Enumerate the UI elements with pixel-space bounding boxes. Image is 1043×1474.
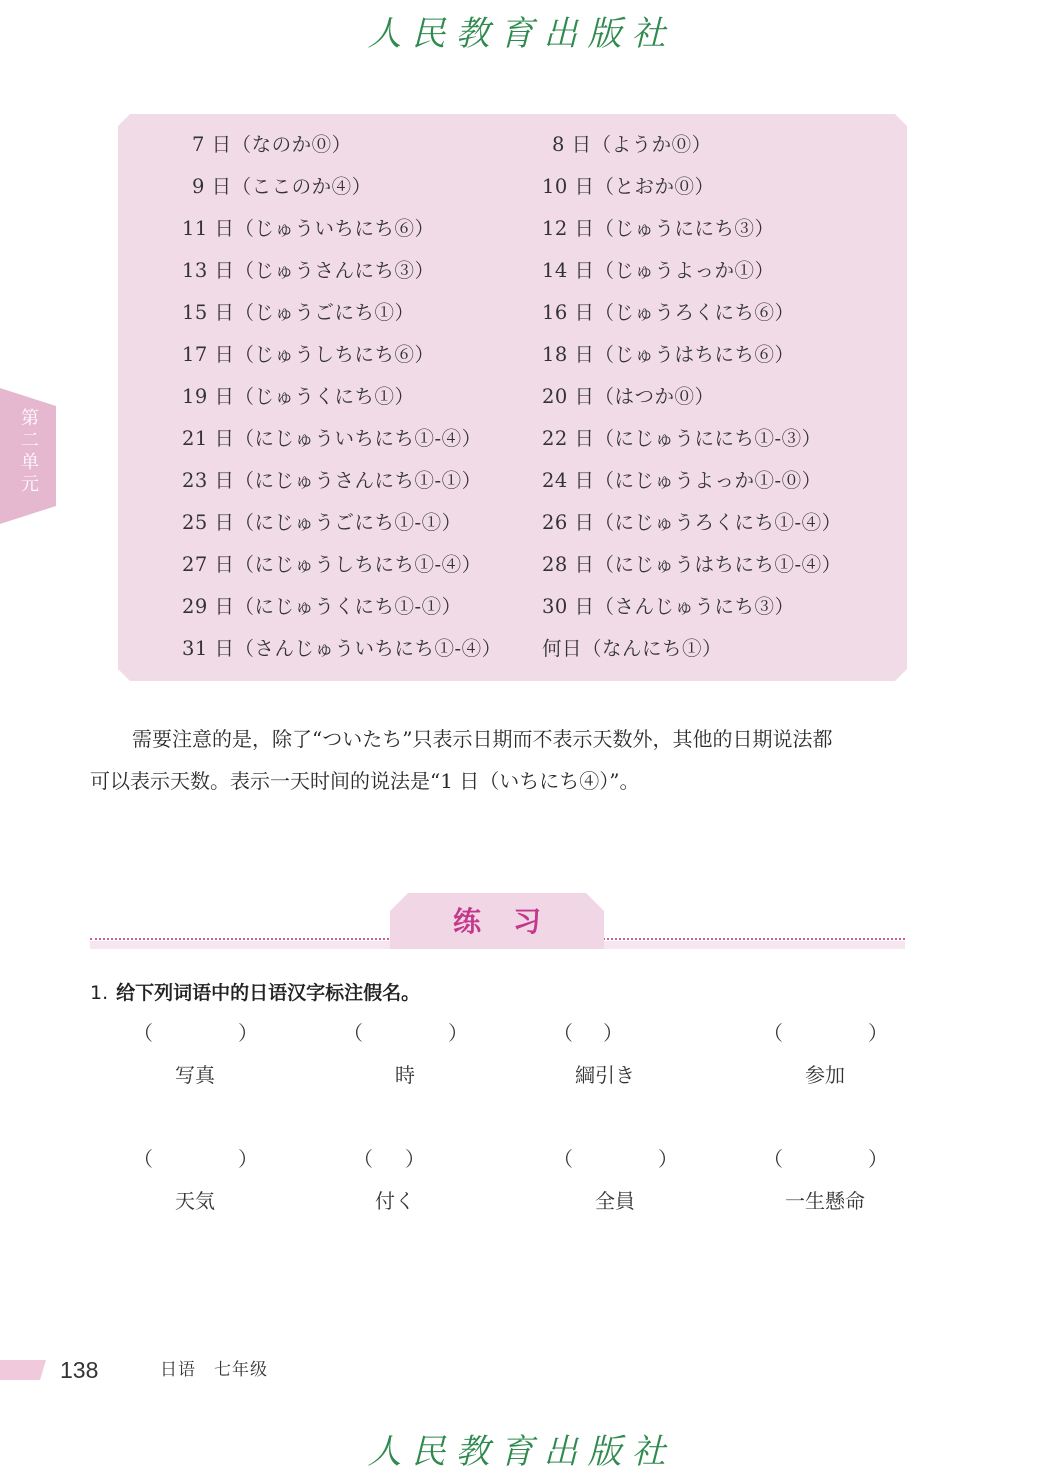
kanji-word: 綱引き — [575, 1063, 635, 1087]
note-paragraph-line-2: 可以表示天数。表示一天时间的说法是“1 日（いちにち④）”。 — [90, 769, 640, 793]
date-reading-right: 22 日（にじゅうににち①-③） — [542, 427, 822, 450]
date-reading-left: 13 日（じゅうさんにち③） — [182, 259, 435, 282]
exercise-heading: 练习 — [452, 905, 573, 938]
kana-answer-slot[interactable] — [763, 1144, 888, 1174]
date-reading-right: 12 日（じゅうににち③） — [542, 217, 775, 240]
kanji-word: 付く — [375, 1189, 415, 1213]
note-paragraph-line-1: 需要注意的是，除了“ついたち”只表示日期而不表示天数外，其他的日期说法都 — [132, 727, 833, 751]
publisher-logo-bottom: 人民教育出版社 — [367, 1432, 676, 1472]
kana-answer-slot[interactable] — [553, 1144, 678, 1174]
open-paren: （ — [553, 1021, 573, 1045]
question-1-text: 给下列词语中的日语汉字标注假名。 — [116, 982, 421, 1004]
date-reading-right: 24 日（にじゅうよっか①-⓪） — [542, 469, 822, 492]
date-reading-left: 25 日（にじゅうごにち①-①） — [182, 511, 462, 534]
date-reading-left: 19 日（じゅうくにち①） — [182, 385, 415, 408]
book-title: 日语 七年级 — [160, 1360, 268, 1380]
date-reading-right: 14 日（じゅうよっか①） — [542, 259, 775, 282]
close-paren: ） — [405, 1147, 425, 1171]
open-paren: （ — [553, 1147, 573, 1171]
close-paren: ） — [238, 1021, 258, 1045]
close-paren: ） — [868, 1021, 888, 1045]
date-reading-left: 7 日（なのか⓪） — [192, 133, 352, 156]
kanji-word: 一生懸命 — [785, 1189, 865, 1213]
date-reading-left: 9 日（ここのか④） — [192, 175, 372, 198]
kana-answer-slot[interactable] — [553, 1018, 623, 1048]
kana-answer-slot[interactable] — [763, 1018, 888, 1048]
close-paren: ） — [238, 1147, 258, 1171]
kanji-word: 全員 — [595, 1189, 635, 1213]
open-paren: （ — [763, 1147, 783, 1171]
date-reading-right: 10 日（とおか⓪） — [542, 175, 715, 198]
date-reading-left: 27 日（にじゅうしちにち①-④） — [182, 553, 482, 576]
close-paren: ） — [603, 1021, 623, 1045]
date-reading-left: 11 日（じゅういちにち⑥） — [182, 217, 435, 240]
date-reading-left: 21 日（にじゅういちにち①-④） — [182, 427, 482, 450]
publisher-logo-top: 人民教育出版社 — [367, 14, 676, 54]
question-1 — [90, 978, 420, 1008]
question-1-number: 1. — [90, 982, 109, 1004]
date-reading-right: 30 日（さんじゅうにち③） — [542, 595, 795, 618]
date-reading-left: 17 日（じゅうしちにち⑥） — [182, 343, 435, 366]
date-reading-right: 26 日（にじゅうろくにち①-④） — [542, 511, 842, 534]
date-reading-right: 28 日（にじゅうはちにち①-④） — [542, 553, 842, 576]
kanji-word: 天気 — [175, 1189, 215, 1213]
date-reading-right: 何日（なんにち①） — [542, 637, 723, 660]
open-paren: （ — [133, 1021, 153, 1045]
open-paren: （ — [133, 1147, 153, 1171]
date-reading-left: 29 日（にじゅうくにち①-①） — [182, 595, 462, 618]
open-paren: （ — [343, 1021, 363, 1045]
unit-side-tab-label: 第二单元 — [21, 408, 39, 495]
date-reading-right: 20 日（はつか⓪） — [542, 385, 715, 408]
date-reading-right: 8 日（ようか⓪） — [552, 133, 712, 156]
close-paren: ） — [868, 1147, 888, 1171]
open-paren: （ — [353, 1147, 373, 1171]
date-reading-right: 18 日（じゅうはちにち⑥） — [542, 343, 795, 366]
kanji-word: 時 — [395, 1063, 415, 1087]
kanji-word: 写真 — [175, 1063, 215, 1087]
close-paren: ） — [658, 1147, 678, 1171]
date-reading-left: 31 日（さんじゅういちにち①-④） — [182, 637, 502, 660]
kanji-word: 参加 — [805, 1063, 845, 1087]
page-number: 138 — [60, 1357, 99, 1383]
open-paren: （ — [763, 1021, 783, 1045]
kana-answer-slot[interactable] — [353, 1144, 425, 1174]
date-reading-left: 15 日（じゅうごにち①） — [182, 301, 415, 324]
kana-answer-slot[interactable] — [343, 1018, 468, 1048]
date-reading-left: 23 日（にじゅうさんにち①-①） — [182, 469, 482, 492]
footer-accent-bar — [0, 1360, 46, 1380]
kana-answer-slot[interactable] — [133, 1144, 258, 1174]
date-reading-right: 16 日（じゅうろくにち⑥） — [542, 301, 795, 324]
close-paren: ） — [448, 1021, 468, 1045]
kana-answer-slot[interactable] — [133, 1018, 258, 1048]
